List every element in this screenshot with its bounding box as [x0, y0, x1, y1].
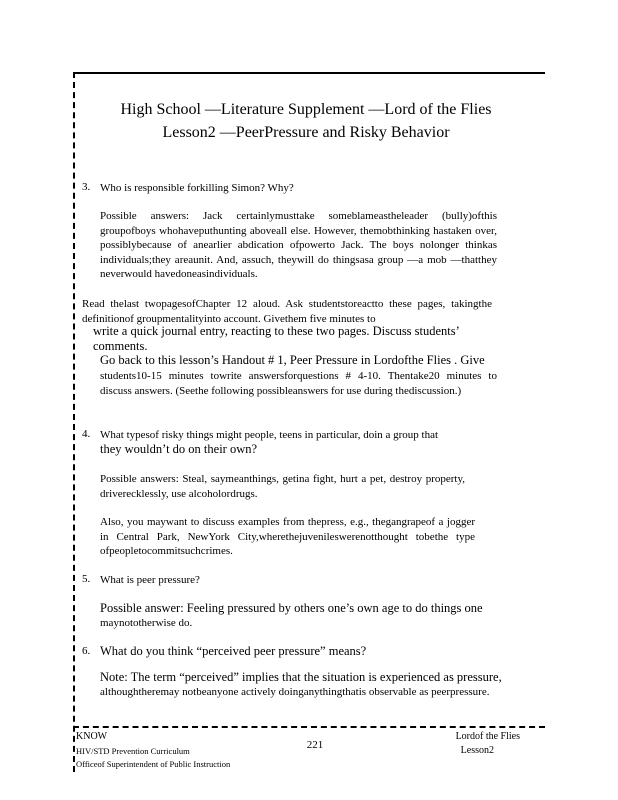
question-5-answer-line-1: Possible answer: Feeling pressured by others one’s own age to do things one: [100, 601, 483, 615]
question-6-note-line-1: Note: The term “perceived” implies that the situation is experienced as pressure,: [100, 670, 502, 684]
read-instruction-line-2: write a quick journal entry, reacting to these two pages. Discuss students’ comments.: [93, 324, 459, 353]
left-dashed-rule: [73, 72, 75, 772]
footer-left-line-3: Officeof Superintendent of Public Instruction: [76, 759, 231, 769]
question-5-answer-line-2: maynototherwise do.: [100, 617, 193, 629]
footer-right-line-2: Lesson2: [460, 745, 494, 756]
go-back-line-2: students10-15 minutes towrite answersforquestions # 4-10. Thentake20 minutes to discuss answers. (Seethe following possibleanswers for use during thediscussion.): [100, 370, 497, 397]
footer-left-line-2: HIV/STD Prevention Curriculum: [76, 746, 190, 756]
footer-left-line-1: KNOW: [76, 731, 108, 742]
page-number: 221: [306, 739, 324, 751]
question-4-number: 4.: [82, 428, 91, 440]
question-3-text: Who is responsible forkilling Simon? Why?: [100, 182, 294, 194]
question-6-number: 6.: [82, 645, 91, 657]
question-4-text-line-2: they wouldn’t do on their own?: [100, 442, 258, 456]
question-4-also: Also, you maywant to discuss examples from thepress, e.g., thegangrapeof a jogger in Central Park, NewYork City,wherethejuvenileswerenotthought tobethe type ofpeopletocommitsuchcrimes.: [100, 516, 475, 557]
title-line-1: High School —Literature Supplement —Lord of the Flies: [120, 101, 492, 118]
question-5-number: 5.: [82, 573, 91, 585]
question-3-answer: Possible answers: Jack certainlymusttake someblameastheleader (bully)ofthis groupofboys whohaveputhunting aboveall else. However, themobthinking hastaken over, possiblybecause of anearlier abdication ofpowerto Jack. The boys nolonger thinkas individuals;they areaunit. And, assuch, theywill do thingsasa group —a mob —thatthey neverwould havedoneasindividuals.: [100, 210, 497, 280]
question-6-note-line-2: althoughtheremay notbeanyone actively doinganythingthatis observable as peerpressure.: [100, 686, 490, 698]
question-5-text: What is peer pressure?: [100, 574, 200, 586]
question-3-number: 3.: [82, 181, 91, 193]
question-4-text-line-1: What typesof risky things might people, teens in particular, doin a group that: [100, 429, 439, 441]
top-rule: [73, 72, 545, 74]
title-line-2: Lesson2 —PeerPressure and Risky Behavior: [162, 124, 450, 141]
question-4-answer: Possible answers: Steal, saymeanthings, getina fight, hurt a pet, destroy property, driverecklessly, use alcoholordrugs.: [100, 473, 465, 500]
go-back-line-1: Go back to this lesson’s Handout # 1, Peer Pressure in Lordofthe Flies . Give: [100, 353, 485, 367]
footer-right-line-1: Lordof the Flies: [455, 731, 520, 742]
read-instruction-line-1: Read thelast twopagesofChapter 12 aloud. Ask studentstoreactto these pages, takingthe definitionof groupmentalityinto account. Givethem five minutes to: [82, 298, 492, 325]
bottom-dashed-rule: [73, 726, 545, 728]
question-6-text: What do you think “perceived peer pressure” means?: [100, 644, 367, 658]
